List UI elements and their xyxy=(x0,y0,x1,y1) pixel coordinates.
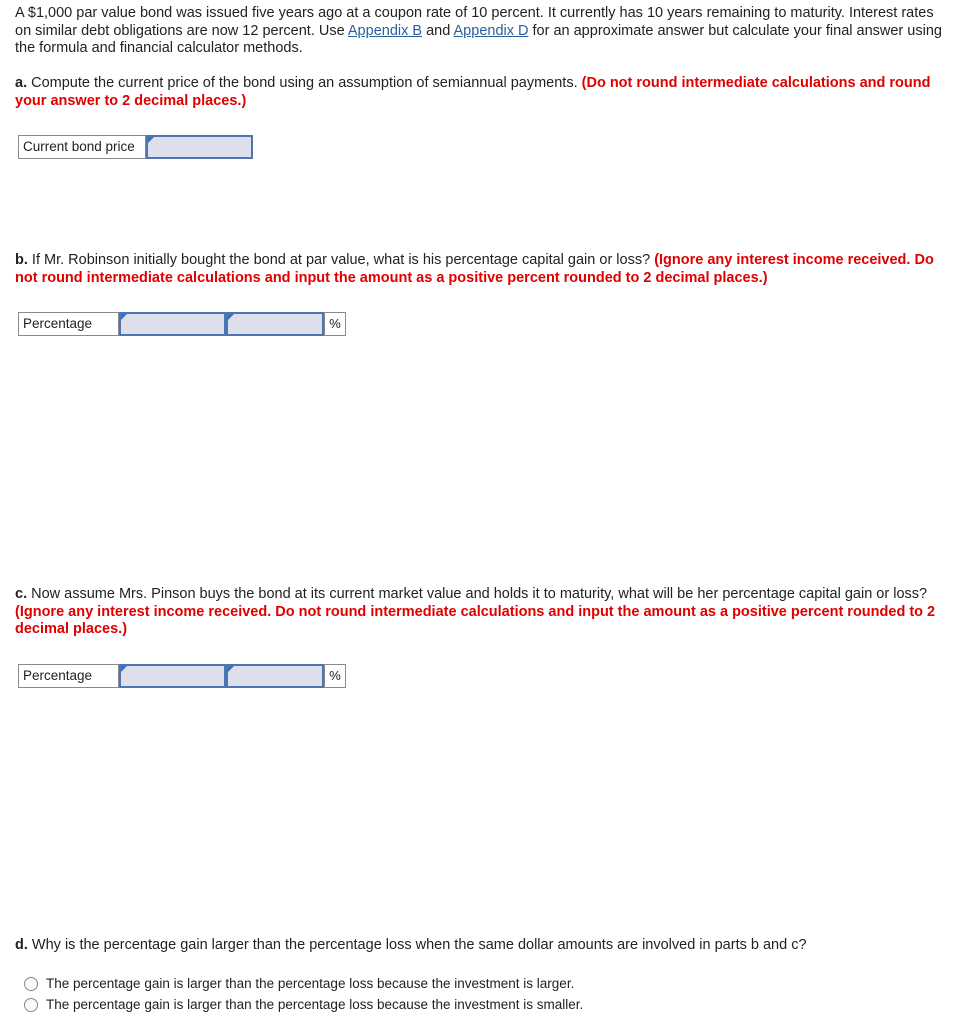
radio-option-1[interactable] xyxy=(24,977,38,991)
appendix-d-link[interactable]: Appendix D xyxy=(453,22,529,39)
question-a-instruction: (Do not round intermediate calculations and round your answer to 2 decimal places.) xyxy=(15,75,931,109)
appendix-b-link[interactable]: Appendix B xyxy=(347,22,423,39)
intro-text-3: for an approximate answer but calculate your final answer using the formula and financial calculator methods. xyxy=(15,22,942,56)
intro-text-1: A $1,000 par value bond was issued five years ago at a coupon rate of 10 percent. It currently has 10 years remaining to maturity. Interest rates on similar debt obligations are now 12 percent. Use xyxy=(15,5,934,39)
percent-unit-c: % xyxy=(324,664,346,688)
percentage-label-b: Percentage xyxy=(18,312,119,336)
gain-loss-select-c[interactable] xyxy=(119,664,226,688)
current-bond-price-label: Current bond price xyxy=(18,135,146,159)
question-a xyxy=(15,75,945,110)
gain-loss-select-b[interactable] xyxy=(119,312,226,336)
question-c xyxy=(15,586,945,639)
question-d-letter: d. xyxy=(15,937,28,953)
question-b-letter: b. xyxy=(15,252,28,268)
percent-unit-b: % xyxy=(324,312,346,336)
percentage-input-c[interactable] xyxy=(226,664,324,688)
percentage-input-b[interactable] xyxy=(226,312,324,336)
intro-text-2: and xyxy=(422,22,454,39)
percentage-label-c: Percentage xyxy=(18,664,119,688)
answer-row-c xyxy=(18,664,346,688)
question-b-text: If Mr. Robinson initially bought the bond at par value, what is his percentage capital gain or loss? xyxy=(27,252,655,268)
option-1-label[interactable]: The percentage gain is larger than the percentage loss because the investment is larger. xyxy=(46,976,575,991)
answer-row-b xyxy=(18,312,346,336)
question-a-letter: a. xyxy=(15,75,28,91)
question-d-text: Why is the percentage gain larger than the percentage loss when the same dollar amounts are involved in parts b and c? xyxy=(27,937,807,953)
answer-row-a xyxy=(18,135,253,159)
option-2-label[interactable]: The percentage gain is larger than the percentage loss because the investment is smaller. xyxy=(46,997,584,1012)
question-c-text: Now assume Mrs. Pinson buys the bond at its current market value and holds it to maturity, what will be her percentage capital gain or loss? xyxy=(27,586,928,602)
current-bond-price-input[interactable] xyxy=(146,135,253,159)
option-1[interactable] xyxy=(24,976,574,991)
radio-option-2[interactable] xyxy=(24,998,38,1012)
question-b xyxy=(15,252,945,287)
question-d xyxy=(15,937,945,955)
question-a-text: Compute the current price of the bond using an assumption of semiannual payments. xyxy=(27,75,582,91)
question-b-instruction: (Ignore any interest income received. Do not round intermediate calculations and input the amount as a positive percent rounded to 2 decimal places.) xyxy=(15,252,934,286)
question-c-letter: c. xyxy=(15,586,28,602)
question-c-instruction: (Ignore any interest income received. Do not round intermediate calculations and input the amount as a positive percent rounded to 2 decimal places.) xyxy=(15,603,936,637)
problem-intro xyxy=(15,5,945,58)
option-2[interactable] xyxy=(24,997,583,1012)
